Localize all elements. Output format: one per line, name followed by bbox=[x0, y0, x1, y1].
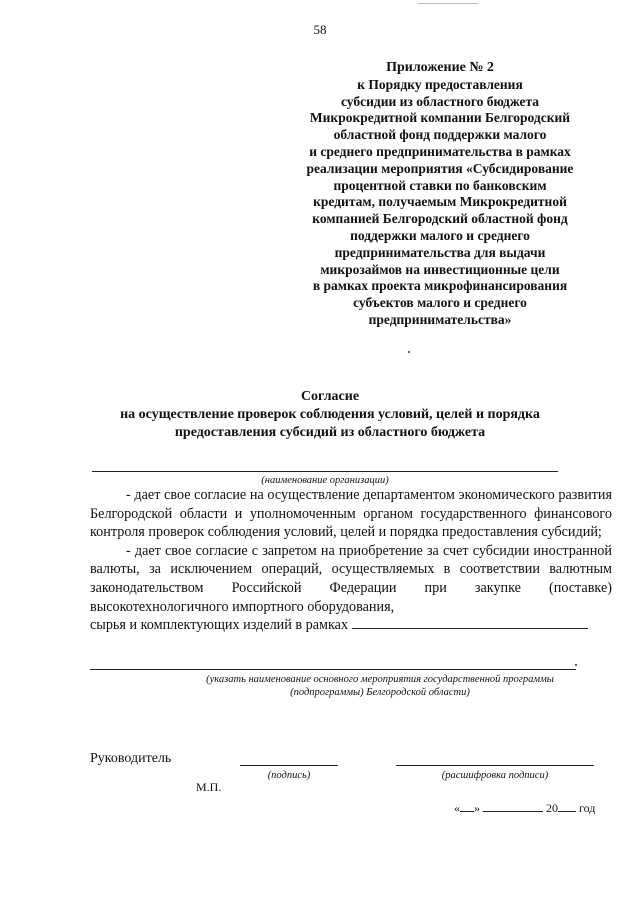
signature-line bbox=[240, 765, 338, 766]
program-name-line bbox=[352, 616, 588, 629]
signature-decode-line bbox=[396, 765, 594, 766]
date-line bbox=[454, 800, 595, 816]
program-name-line-2 bbox=[90, 669, 576, 670]
appendix-line: реализации мероприятия «Субсидирование bbox=[306, 160, 574, 176]
appendix-line: субсидии из областного бюджета bbox=[340, 93, 540, 109]
signature-caption: (подпись) bbox=[267, 770, 311, 781]
consent-subtitle: предоставления субсидий из областного бюджета bbox=[174, 425, 486, 440]
year-suffix: год bbox=[579, 801, 596, 815]
appendix-line: к Порядку предоставления bbox=[357, 76, 523, 92]
consent-paragraph-2-end bbox=[90, 616, 612, 635]
appendix-line: кредитам, получаемым Микрокредитной bbox=[313, 194, 567, 210]
stamp-label: М.П. bbox=[196, 780, 222, 794]
appendix-line: предпринимательства» bbox=[368, 311, 512, 327]
consent-paragraph-2-end-text: сырья и комплектующих изделий в рамках bbox=[90, 617, 349, 634]
consent-paragraph-2: - дает свое согласие с запретом на приобретение за счет субсидии иностранной валюты, за исключением операций, осуществляемых в соответствии валютным законодательством Российской Федерации при закупке (поставке) высокотехнологичного импортного оборудования, bbox=[90, 542, 612, 615]
appendix-heading: Приложение № 2 bbox=[386, 60, 494, 75]
date-open-quote: « bbox=[454, 801, 460, 815]
page-number: 58 bbox=[313, 22, 327, 37]
appendix-line: и среднего предпринимательства в рамках bbox=[309, 143, 571, 159]
appendix-block bbox=[290, 60, 590, 329]
appendix-line: поддержки малого и среднего bbox=[350, 227, 530, 243]
consent-title: Согласие bbox=[300, 389, 360, 404]
organization-caption: (наименование организации) bbox=[261, 475, 389, 486]
appendix-line: предпринимательства для выдачи bbox=[334, 244, 546, 260]
month-blank bbox=[483, 800, 543, 812]
date-close-quote: » bbox=[474, 801, 480, 815]
program-caption-line-2: (подпрограммы) Белгородской области) bbox=[290, 687, 470, 698]
scan-artifact bbox=[418, 3, 478, 4]
appendix-line: компанией Белгородский областной фонд bbox=[312, 211, 568, 227]
scan-artifact bbox=[575, 664, 577, 666]
appendix-line: субъектов малого и среднего bbox=[353, 295, 527, 311]
appendix-line: процентной ставки по банковским bbox=[333, 177, 547, 193]
scan-artifact bbox=[408, 351, 410, 353]
year-prefix: 20 bbox=[546, 801, 558, 815]
program-caption-line-1: (указать наименование основного мероприятия государственной программы bbox=[206, 674, 554, 685]
year-blank bbox=[558, 800, 576, 812]
appendix-line: областной фонд поддержки малого bbox=[333, 127, 547, 143]
appendix-line: в рамках проекта микрофинансирования bbox=[312, 278, 568, 294]
consent-subtitle: на осуществление проверок соблюдения условий, целей и порядка bbox=[120, 407, 540, 422]
appendix-line: Микрокредитной компании Белгородский bbox=[309, 110, 571, 126]
consent-body bbox=[90, 486, 612, 635]
signature-decode-caption: (расшифровка подписи) bbox=[441, 770, 549, 781]
program-caption bbox=[160, 673, 600, 699]
day-blank bbox=[460, 800, 474, 812]
appendix-line: микрозаймов на инвестиционные цели bbox=[320, 261, 560, 277]
head-label: Руководитель bbox=[90, 751, 172, 766]
organization-name-line bbox=[92, 471, 558, 472]
consent-paragraph-1: - дает свое согласие на осуществление департаментом экономического развития Белгородской области и уполномоченным органом государственного финансового контроля проверок соблюдения условий, целей и порядка предоставления субсидий; bbox=[90, 487, 612, 541]
consent-title-block bbox=[60, 388, 600, 442]
